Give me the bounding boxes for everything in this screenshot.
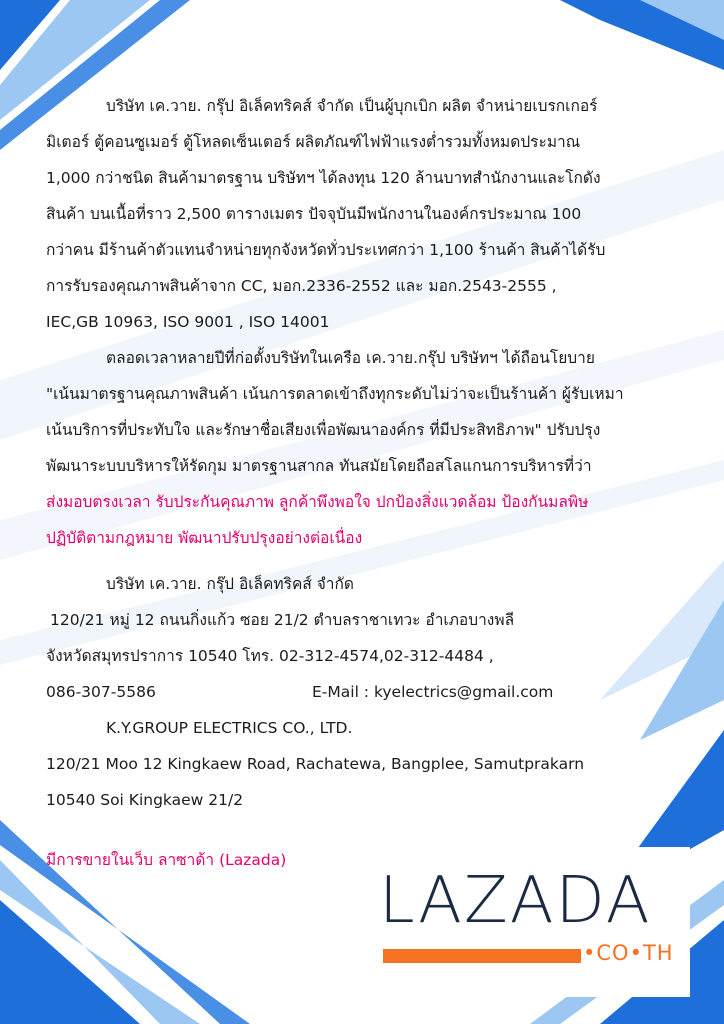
address-th-line: 120/21 หมู่ 12 ถนนกิ่งแก้ว ซอย 21/2 ตำบลราชาเทวะ อำเภอบางพลี	[50, 611, 515, 629]
intro-line: มิเตอร์ ตู้คอนซูเมอร์ ตู้โหลดเซ็นเตอร์ ผลิตภัณฑ์ไฟฟ้าแรงต่ำรวมทั้งหมดประมาณ	[46, 133, 581, 151]
mobile-number: 086-307-5586	[46, 683, 156, 701]
lazada-domain: •CO•TH	[583, 941, 674, 965]
mobile-email-row	[46, 674, 696, 710]
policy-line: เน้นบริการที่ประทับใจ และรักษาชื่อเสียงเพื่อพัฒนาองค์กร ที่มีประสิทธิภาพ" ปรับปรุง	[46, 421, 601, 439]
bottom-left-stripe-dark	[0, 900, 140, 1024]
intro-line: IEC,GB 10963, ISO 9001 , ISO 14001	[46, 313, 330, 331]
policy-line: ตลอดเวลาหลายปีที่ก่อตั้งบริษัทในเครือ เค.วาย.กรุ๊ป บริษัทฯ ได้ถือนโยบาย	[106, 349, 595, 367]
address-en-line: 10540 Soi Kingkaew 21/2	[46, 791, 244, 809]
slogan-line: ปฏิบัติตามกฎหมาย พัฒนาปรับปรุงอย่างต่อเนื่อง	[46, 529, 363, 547]
intro-line: บริษัท เค.วาย. กรุ๊ป อิเล็คทริคส์ จำกัด เป็นผู้บุกเบิก ผลิต จำหน่ายเบรกเกอร์	[106, 97, 598, 115]
policy-line: "เน้นมาตรฐานคุณภาพสินค้า เน้นการตลาดเข้าถึงทุกระดับไม่ว่าจะเป็นร้านค้า ผู้รับเหมา	[46, 385, 624, 403]
company-profile	[46, 88, 696, 878]
lazada-note: มีการขายในเว็บ ลาซาด้า (Lazada)	[46, 851, 287, 869]
lazada-orange-bar	[383, 949, 581, 963]
company-name-en: K.Y.GROUP ELECTRICS CO., LTD.	[106, 719, 353, 737]
policy-paragraph	[46, 340, 696, 556]
contact-english	[46, 710, 696, 818]
contact-thai	[46, 566, 696, 710]
lazada-logo[interactable]	[371, 847, 690, 997]
company-name-th: บริษัท เค.วาย. กรุ๊ป อิเล็คทริคส์ จำกัด	[106, 575, 354, 593]
lazada-wordmark: LAZADA	[379, 864, 652, 938]
intro-line: 1,000 กว่าชนิด สินค้ามาตรฐาน บริษัทฯ ได้ลงทุน 120 ล้านบาทสำนักงานและโกดัง	[46, 169, 601, 187]
email-address[interactable]: E-Mail : kyelectrics@gmail.com	[312, 683, 554, 701]
address-th-line: จังหวัดสมุทรปราการ 10540 โทร. 02-312-4574,02-312-4484 ,	[46, 647, 494, 665]
slogan-line: ส่งมอบตรงเวลา รับประกันคุณภาพ ลูกค้าพึงพอใจ ปกป้องสิ่งแวดล้อม ป้องกันมลพิษ	[46, 493, 589, 511]
policy-line: พัฒนาระบบบริหารให้รัดกุม มาตรฐานสากล ทันสมัยโดยถือสโลแกนการบริหารที่ว่า	[46, 457, 592, 475]
intro-line: สินค้า บนเนื้อที่ราว 2,500 ตารางเมตร ปัจจุบันมีพนักงานในองค์กรประมาณ 100	[46, 205, 582, 223]
address-en-line: 120/21 Moo 12 Kingkaew Road, Rachatewa, Bangplee, Samutprakarn	[46, 755, 585, 773]
intro-line: การรับรองคุณภาพสินค้าจาก CC, มอก.2336-2552 และ มอก.2543-2555 ,	[46, 277, 557, 295]
intro-paragraph	[46, 88, 696, 340]
intro-line: กว่าคน มีร้านค้าตัวแทนจำหน่ายทุกจังหวัดทั่วประเทศกว่า 1,100 ร้านค้า สินค้าได้รับ	[46, 241, 606, 259]
